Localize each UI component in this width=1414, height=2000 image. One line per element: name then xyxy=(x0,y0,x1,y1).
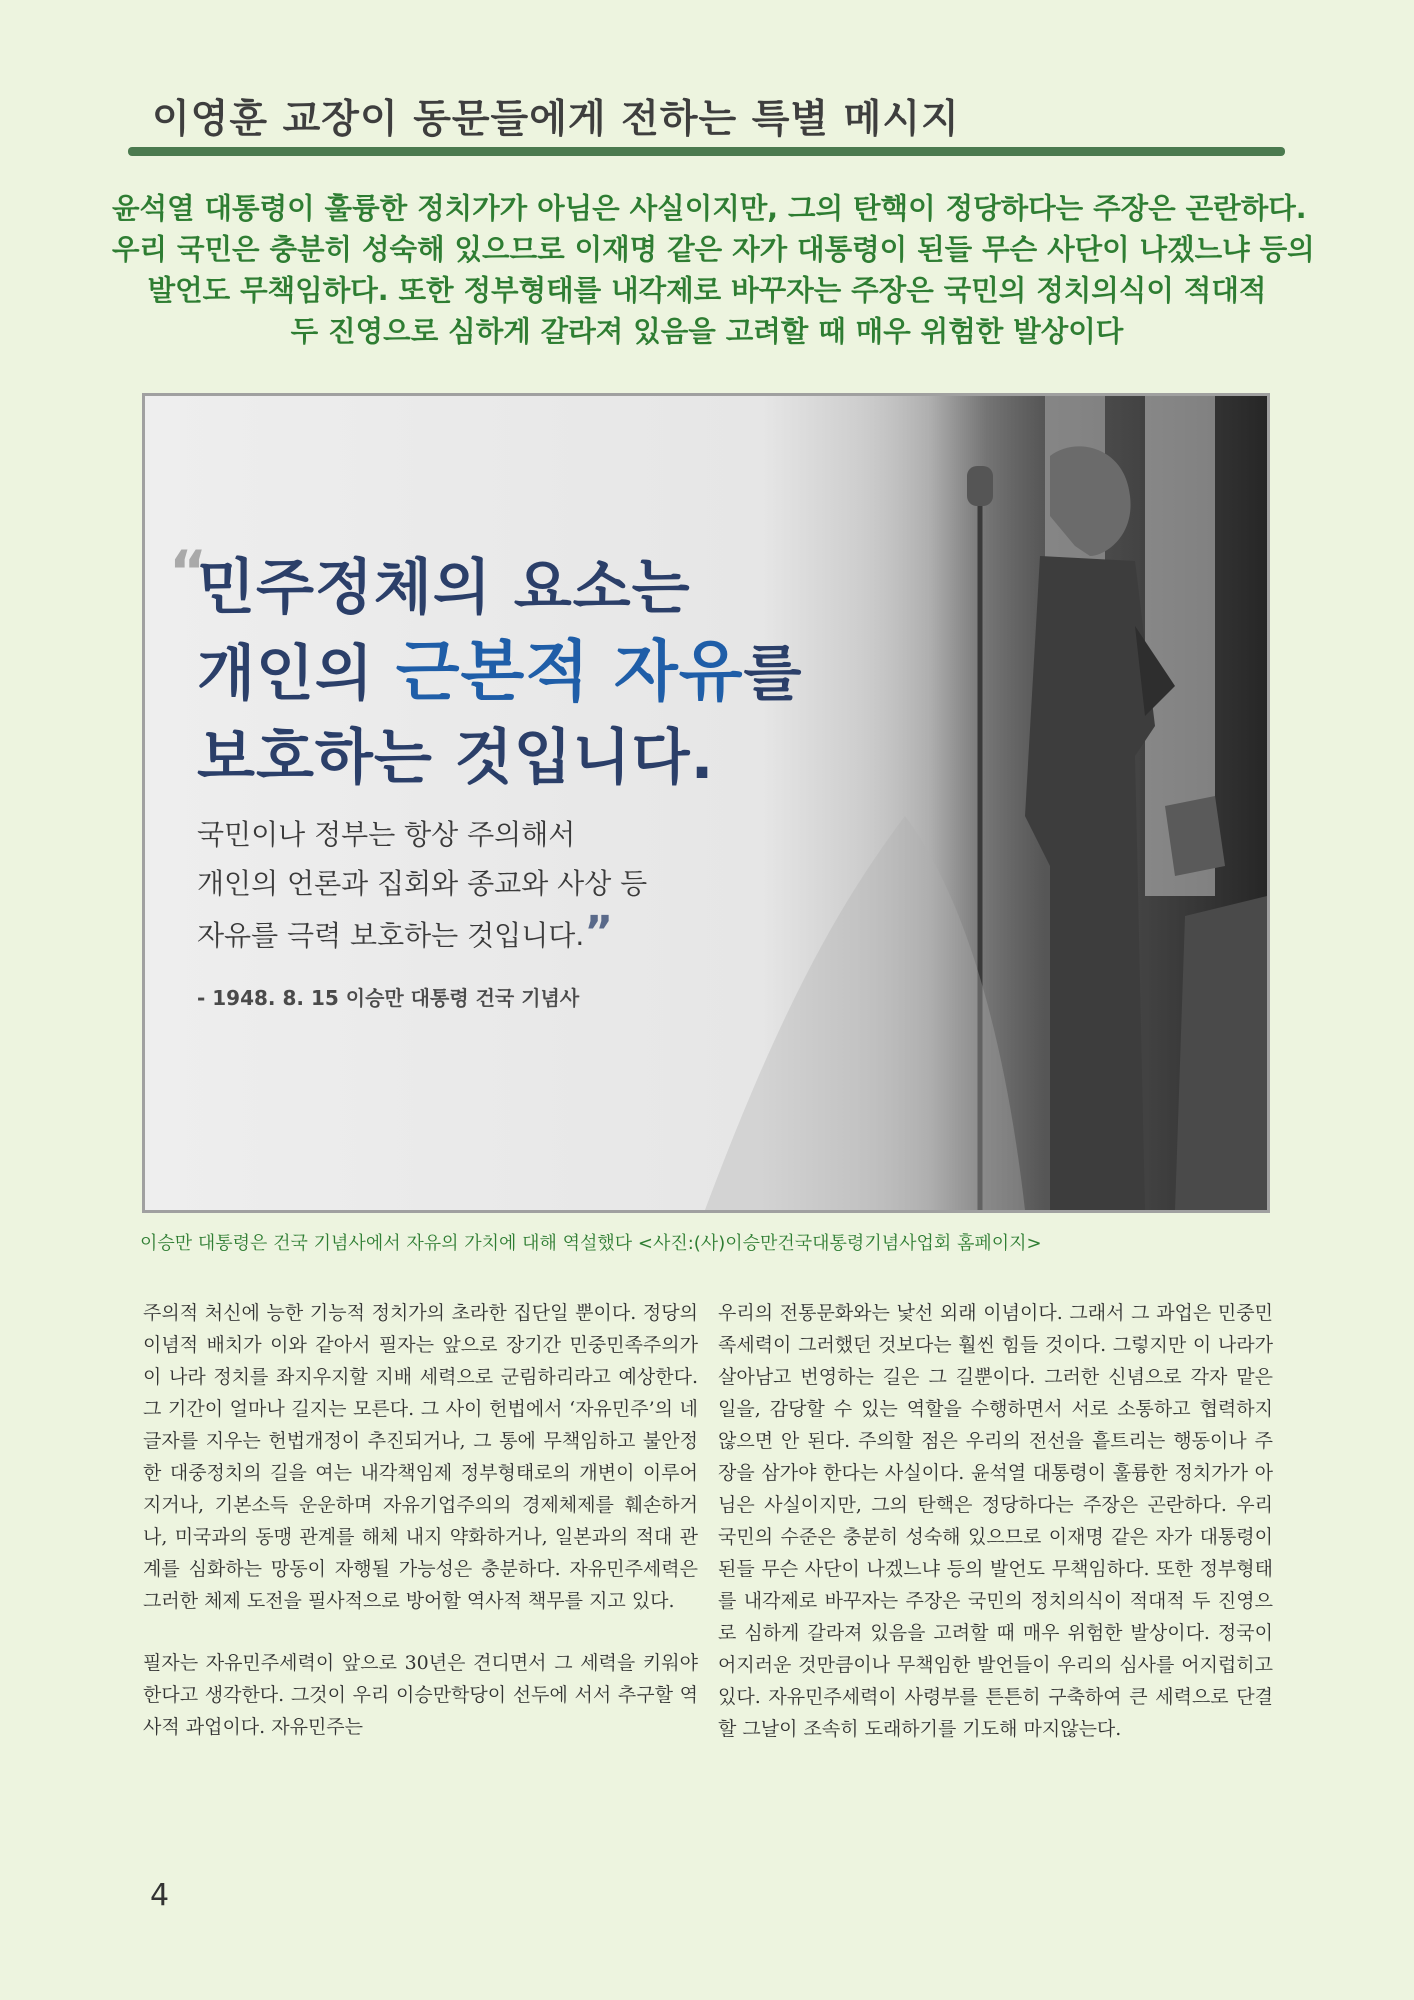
quote-body-line xyxy=(197,908,803,960)
quote-body-text: 자유를 극력 보호하는 것입니다. xyxy=(197,919,585,952)
header-divider xyxy=(128,147,1285,156)
lead-summary xyxy=(112,188,1315,352)
quote-headline-line: 민주정체의 요소는 xyxy=(197,553,691,623)
quote-source: - 1948. 8. 15 이승만 대통령 건국 기념사 xyxy=(197,986,580,1010)
body-paragraph: 주의적 처신에 능한 기능적 정치가의 초라한 집단일 뿐이다. 정당의 이념적 배치가 이와 같아서 필자는 앞으로 장기간 민중민족주의가 이 나라 정치를 좌지우지할 지배 세력으로 군림하리라고 예상한다. 그 기간이 얼마나 길지는 모른다. 그 사이 헌법에서 ‘자유민주’의 네 글자를 지우는 헌법개정이 추진되거나, 그 통에 무책임하고 불안정한 대중정치의 길을 여는 내각책임제 정부형태로의 개변이 이루어지거나, 기본소득 운운하며 자유기업주의의 경제체제를 훼손하거나, 미국과의 동맹 관계를 해체 내지 약화하거나, 일본과의 적대 관계를 심화하는 망동이 자행될 가능성은 충분하다. 자유민주세력은 그러한 체제 도전을 필사적으로 방어할 역사적 책무를 지고 있다. xyxy=(143,1302,698,1612)
quote-photo xyxy=(142,393,1270,1213)
quote-highlight: 근본적 자유 xyxy=(395,633,744,710)
body-column-left xyxy=(143,1297,698,1773)
photo-caption: 이승만 대통령은 건국 기념사에서 자유의 가치에 대해 역설했다 <사진:(사)이승만건국대통령기념사업회 홈페이지> xyxy=(140,1233,1042,1254)
lead-line: 윤석열 대통령이 훌륭한 정치가가 아님은 사실이지만, 그의 탄핵이 정당하다는 주장은 곤란하다. xyxy=(112,192,1307,225)
quote-headline-text: 를 xyxy=(743,639,803,709)
body-paragraph: 우리의 전통문화와는 낯선 외래 이념이다. 그래서 그 과업은 민중민족세력이 그러했던 것보다는 훨씬 힘들 것이다. 그렇지만 이 나라가 살아남고 번영하는 길은 그 길뿐이다. 그러한 신념으로 각자 맡은 일을, 감당할 수 있는 역할을 수행하면서 서로 소통하고 협력하지 않으면 안 된다. 주의할 점은 우리의 전선을 흩트리는 행동이나 주장을 삼가야 한다는 사실이다. 윤석열 대통령이 훌륭한 정치가가 아님은 사실이지만, 그의 탄핵은 정당하다는 주장은 곤란하다. 우리 국민의 수준은 충분히 성숙해 있으므로 이재명 같은 자가 대통령이 된들 무슨 사단이 나겠느냐 등의 발언도 무책임하다. 또한 정부형태를 내각제로 바꾸자는 주장은 국민의 정치의식이 적대적 두 진영으로 심하게 갈라져 있음을 고려할 때 매우 위험한 발상이다. 정국이 어지러운 것만큼이나 무책임한 발언들이 우리의 심사를 어지럽히고 있다. 자유민주세력이 사령부를 튼튼히 구축하여 큰 세력으로 단결할 그날이 조속히 도래하기를 기도해 마지않는다. xyxy=(718,1302,1273,1740)
body-column-right xyxy=(718,1297,1273,1775)
open-quote-mark: “ xyxy=(169,538,208,606)
quote-body-line: 개인의 언론과 집회와 종교와 사상 등 xyxy=(197,867,648,900)
page-title: 이영훈 교장이 동문들에게 전하는 특별 메시지 xyxy=(152,97,960,142)
page-number: 4 xyxy=(150,1878,170,1913)
quote-block xyxy=(169,538,803,1011)
close-quote-mark: ” xyxy=(584,907,614,958)
quote-headline-text: 개인의 xyxy=(197,639,396,709)
quote-headline-line xyxy=(197,630,803,716)
quote-headline-line: 보호하는 것입니다. xyxy=(197,723,715,793)
quote-body-line: 국민이나 정부는 항상 주의해서 xyxy=(197,818,576,851)
body-paragraph: 필자는 자유민주세력이 앞으로 30년은 견디면서 그 세력을 키워야 한다고 생각한다. 그것이 우리 이승만학당이 선두에 서서 추구할 역사적 과업이다. 자유민주는 xyxy=(143,1652,698,1738)
quote-body xyxy=(197,810,803,960)
lead-line: 발언도 무책임하다. 또한 정부형태를 내각제로 바꾸자는 주장은 국민의 정치의식이 적대적 xyxy=(147,274,1267,307)
lead-line: 두 진영으로 심하게 갈라져 있음을 고려할 때 매우 위험한 발상이다 xyxy=(290,315,1124,348)
lead-line: 우리 국민은 충분히 성숙해 있으므로 이재명 같은 자가 대통령이 된들 무슨 사단이 나겠느냐 등의 xyxy=(112,233,1315,266)
